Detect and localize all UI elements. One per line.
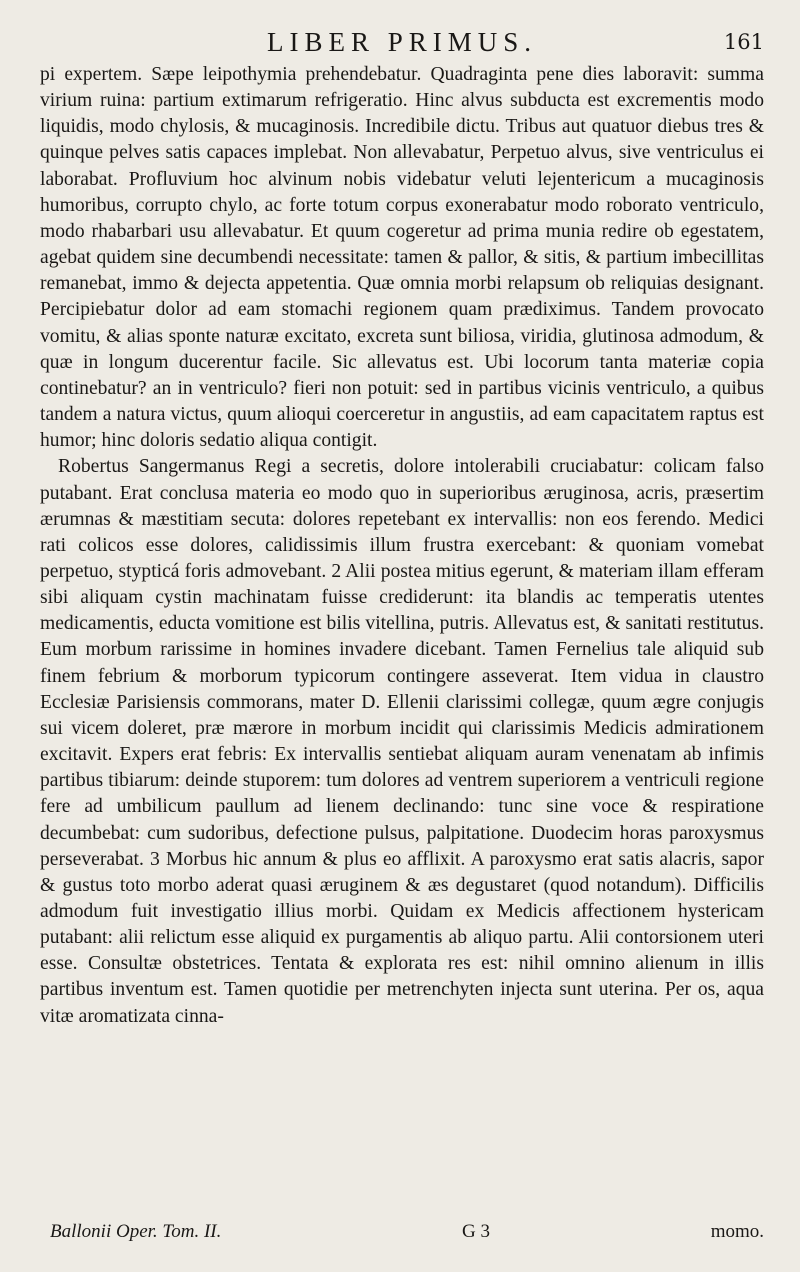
signature-line: Ballonii Oper. Tom. II. (50, 1221, 222, 1242)
catchword: momo. (710, 1221, 764, 1242)
running-header (40, 22, 764, 62)
paragraph: pi expertem. Sæpe leipothymia prehendebatur. Quadraginta pene dies laboravit: summa virium ruina: partium extimarum refrigeratio. Hinc alvus subducta est excrementis modo liquidis, modo chylosis, & mucaginosis. Incredibile dictu. Tribus aut quatuor diebus tres & quinque pelves satis capaces implebat. Non allevabatur, Perpetuo alvus, sive ventriculus ei laborabat. Profluvium hoc alvinum nobis videbatur veluti lejentericum a mucaginosis humoribus, corrupto chylo, ac forte totum corpus exonerabatur modo roborato ventriculo, modo rhabarbari usu allevabatur. Et quum cogeretur ad prima munia redire ob egestatem, agebat quidem sine decumbendi necessitate: tamen & pallor, & sitis, & partium imbecillitas remanebat, immo & dejecta appetentia. Quæ omnia morbi relapsum ob reliquias designant. Percipiebatur dolor ad eam stomachi regionem quam prædiximus. Tandem provocato vomitu, & alias sponte naturæ excitato, excreta sunt biliosa, viridia, glutinosa admodum, & quæ in longum ducerentur facile. Sic allevatus est. Ubi locorum tanta materiæ copia continebatur? an in ventriculo? fieri non potuit: sed in partibus vicinis ventriculo, a quibus tandem a natura victus, quum alioqui coerceretur in angustiis, ad eam capacitatem raptus est humor; hinc doloris sedatio aliqua contigit. (40, 64, 764, 452)
page-footer (40, 1221, 764, 1249)
paragraph: Robertus Sangermanus Regi a secretis, dolore intolerabili cruciabatur: colicam falso putabant. Erat conclusa materia eo modo quo in superioribus æruginosa, acris, præsertim ærumnas & mæstitiam secuta: dolores repetebant ex intervallis: non eos ferendo. Medici rati colicos esse dolores, calidissimis illum frustra exercebant: & quoniam vomebat perpetuo, stypticá foris admovebant. 2 Alii postea mitius egerunt, & materiam illam efferam sibi aliquam cystin machinatam fuisse crediderunt: ita blandis ac temperatis utentes medicamentis, educta vomitione est bilis vitellina, putris. Allevatus est, & sanitati restitutus. Eum morbum rarissime in homines invadere dicebant. Tamen Fernelius tale aliquid sub finem febrium & morborum typicorum contingere asseverat. Item vidua in claustro Ecclesiæ Parisiensis commorans, mater D. Ellenii clarissimi collegæ, quum ægre conjugis sui vicem doleret, præ mærore in morbum incidit qui clarissimis Medicis admirationem excitavit. Expers erat febris: Ex intervallis sentiebat aliquam auram venenatam ab infimis partibus tibiarum: deinde stuporem: tum dolores ad ventrem superiorem a ventriculi regione fere ad umbilicum paullum ad lienem declinando: tunc sine voce & respiratione decumbebat: cum sudoribus, defectione pulsus, palpitatione. Duodecim horas paroxysmus perseverabat. 3 Morbus hic annum & plus eo afflixit. A paroxysmo erat satis alacris, sapor & gustus toto morbo aderat quasi æruginem & æs degustaret (quod notandum). Difficilis admodum fuit investigatio illius morbi. Quidam ex Medicis affectionem hystericam putabant: alii relictum esse aliquid ex purgamentis ab aliquo partu. Alii contorsionem uteri esse. Consultæ obstetrices. Tentata & explorata res est: nihil omnino alienum in illis partibus inventum est. Tamen quotidie per metrenchyten injecta sunt uterina. Per os, aqua vitæ aromatizata cinna- (40, 456, 764, 1027)
page-number: 161 (723, 30, 764, 54)
signature-mark: G 3 (462, 1221, 490, 1242)
running-title: LIBER PRIMUS. (266, 27, 538, 57)
body-text (40, 62, 764, 1030)
